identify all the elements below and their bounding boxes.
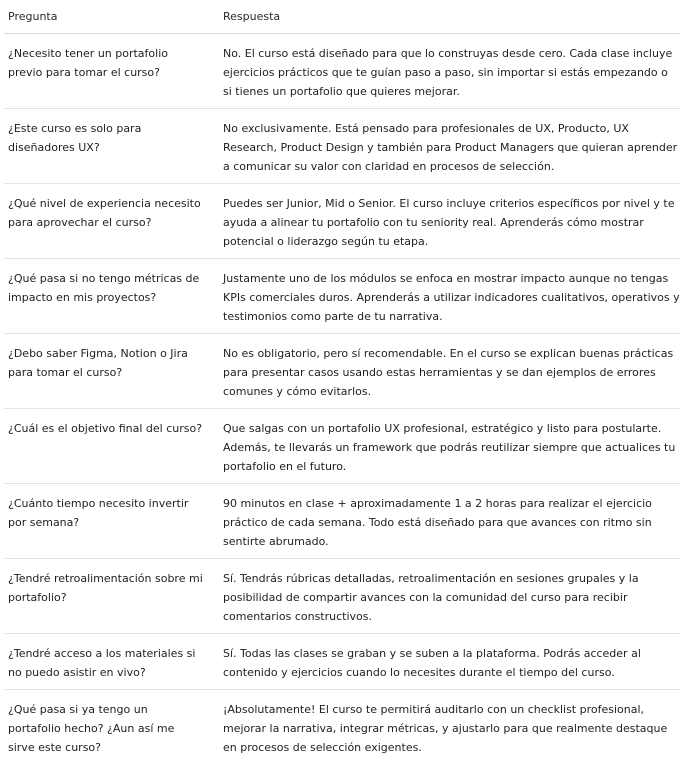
question-cell: ¿Debo saber Figma, Notion o Jira para tomar el curso?: [4, 334, 215, 409]
question-cell: ¿Tendré retroalimentación sobre mi portafolio?: [4, 559, 215, 634]
table-header: [4, 0, 680, 34]
table-row: [4, 259, 680, 334]
answer-cell: Sí. Tendrás rúbricas detalladas, retroalimentación en sesiones grupales y la posibilidad de compartir avances con la comunidad del curso para recibir comentarios constructivos.: [215, 559, 680, 634]
column-header-answer: Respuesta: [215, 0, 680, 34]
table-row: [4, 184, 680, 259]
question-cell: ¿Qué pasa si ya tengo un portafolio hecho? ¿Aun así me sirve este curso?: [4, 690, 215, 764]
answer-cell: No. El curso está diseñado para que lo construyas desde cero. Cada clase incluye ejercicios prácticos que te guían paso a paso, sin importar si estás empezando o si tienes un portafolio que quieres mejorar.: [215, 34, 680, 109]
question-cell: ¿Este curso es solo para diseñadores UX?: [4, 109, 215, 184]
table-row: [4, 109, 680, 184]
table-row: [4, 409, 680, 484]
question-cell: ¿Cuánto tiempo necesito invertir por semana?: [4, 484, 215, 559]
question-cell: ¿Cuál es el objetivo final del curso?: [4, 409, 215, 484]
answer-cell: ¡Absolutamente! El curso te permitirá auditarlo con un checklist profesional, mejorar la narrativa, integrar métricas, y ajustarlo para que realmente destaque en procesos de selección exigentes.: [215, 690, 680, 764]
faq-table: [4, 0, 680, 764]
answer-cell: Sí. Todas las clases se graban y se suben a la plataforma. Podrás acceder al contenido y ejercicios cuando lo necesites durante el tiempo del curso.: [215, 634, 680, 690]
header-row: [4, 0, 680, 34]
table-body: [4, 34, 680, 764]
question-cell: ¿Tendré acceso a los materiales si no puedo asistir en vivo?: [4, 634, 215, 690]
answer-cell: Justamente uno de los módulos se enfoca en mostrar impacto aunque no tengas KPIs comerciales duros. Aprenderás a utilizar indicadores cualitativos, operativos y testimonios como parte de tu narrativa.: [215, 259, 680, 334]
table-row: [4, 690, 680, 764]
table-row: [4, 559, 680, 634]
question-cell: ¿Necesito tener un portafolio previo para tomar el curso?: [4, 34, 215, 109]
table-row: [4, 34, 680, 109]
answer-cell: No es obligatorio, pero sí recomendable. En el curso se explican buenas prácticas para presentar casos usando estas herramientas y se dan ejemplos de errores comunes y cómo evitarlos.: [215, 334, 680, 409]
question-cell: ¿Qué nivel de experiencia necesito para aprovechar el curso?: [4, 184, 215, 259]
column-header-question: Pregunta: [4, 0, 215, 34]
answer-cell: 90 minutos en clase + aproximadamente 1 a 2 horas para realizar el ejercicio práctico de cada semana. Todo está diseñado para que avances con ritmo sin sentirte abrumado.: [215, 484, 680, 559]
table-row: [4, 334, 680, 409]
answer-cell: Puedes ser Junior, Mid o Senior. El curso incluye criterios específicos por nivel y te ayuda a alinear tu portafolio con tu seniority real. Aprenderás cómo mostrar potencial o liderazgo según tu etapa.: [215, 184, 680, 259]
table-row: [4, 634, 680, 690]
question-cell: ¿Qué pasa si no tengo métricas de impacto en mis proyectos?: [4, 259, 215, 334]
answer-cell: No exclusivamente. Está pensado para profesionales de UX, Producto, UX Research, Product Design y también para Product Managers que quieran aprender a comunicar su valor con claridad en procesos de selección.: [215, 109, 680, 184]
answer-cell: Que salgas con un portafolio UX profesional, estratégico y listo para postularte. Además, te llevarás un framework que podrás reutilizar siempre que actualices tu portafolio en el futuro.: [215, 409, 680, 484]
table-row: [4, 484, 680, 559]
